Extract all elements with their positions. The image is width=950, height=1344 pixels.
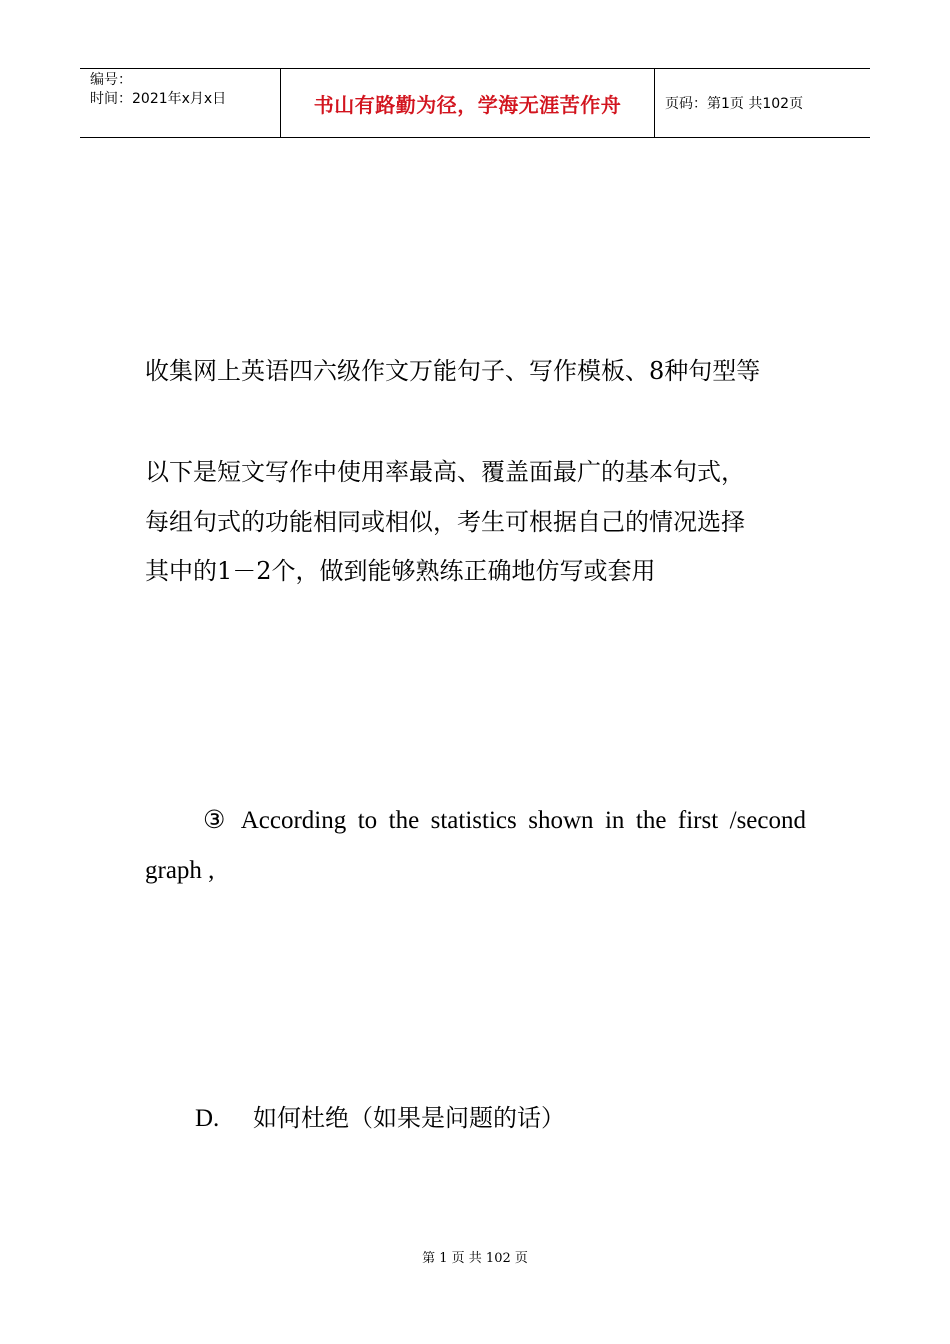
document-title-line: 收集网上英语四六级作文万能句子、写作模板、8种句型等	[145, 357, 761, 385]
header-number-label: 编号：	[90, 72, 132, 88]
document-header	[80, 68, 870, 138]
english-sentence-line-1: ③ According to the statistics shown in the first /second	[203, 807, 806, 834]
english-sentence-line-2: graph ,	[145, 857, 215, 884]
intro-paragraph-line-3: 其中的1－2个，做到能够熟练正确地仿写或套用	[145, 557, 656, 585]
intro-paragraph-line-1: 以下是短文写作中使用率最高、覆盖面最广的基本句式，	[145, 458, 745, 486]
intro-paragraph-line-2: 每组句式的功能相同或相似，考生可根据自己的情况选择	[145, 508, 745, 536]
header-time-label: 时间：2021年x月x日	[90, 91, 227, 107]
item-d-text: 如何杜绝（如果是问题的话）	[253, 1104, 565, 1132]
header-page-info: 页码：第1页 共102页	[665, 96, 804, 112]
header-motto: 书山有路勤为径，学海无涯苦作舟	[313, 92, 622, 117]
item-d-label: D.	[195, 1105, 220, 1132]
page-footer: 第 1 页 共 102 页	[422, 1251, 528, 1266]
header-motto-cell	[281, 69, 655, 137]
header-page-info-cell	[655, 69, 870, 137]
header-meta	[80, 69, 281, 137]
